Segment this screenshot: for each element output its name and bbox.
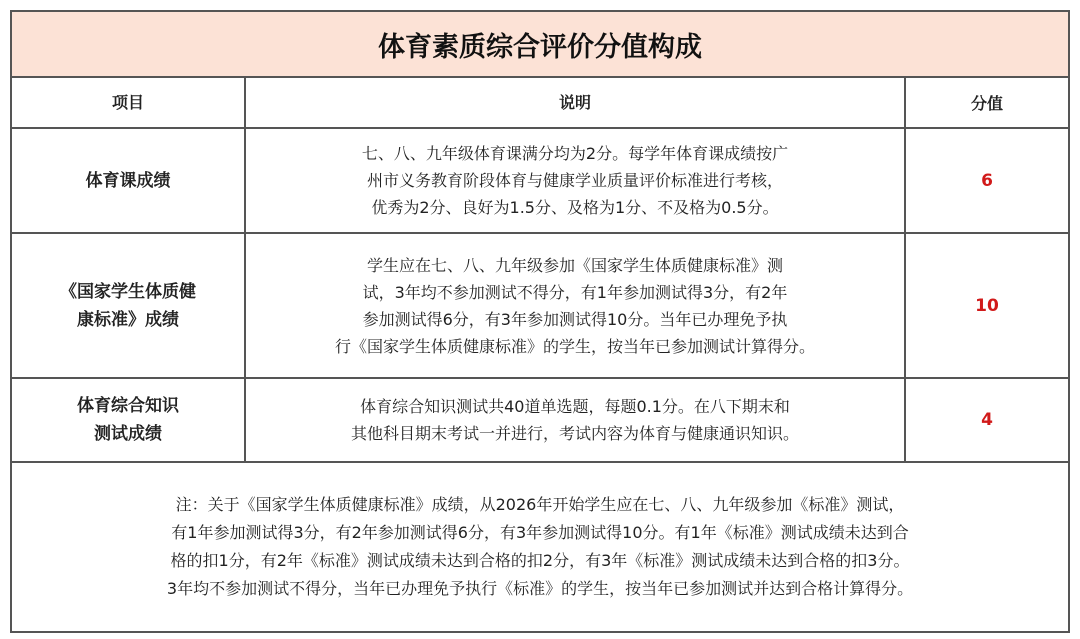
description-cell [246, 129, 906, 232]
desc-line: 其他科目期末考试一并进行，考试内容为体育与健康通识知识。 [350, 424, 799, 443]
item-cell [12, 234, 246, 377]
score-table [10, 10, 1070, 633]
desc-line: 试，3年均不参加测试不得分，有1年参加测试得3分，有2年 [362, 282, 788, 302]
header-item: 项目 [12, 78, 246, 127]
note-line: 格的扣1分，有2年《标准》测试成绩未达到合格的扣2分，有3年《标准》测试成绩未达到合格的扣3分。 [170, 551, 910, 570]
item-line: 《国家学生体质健 [60, 281, 196, 302]
item-cell [12, 379, 246, 461]
description-cell [246, 379, 906, 461]
header-score: 分值 [970, 94, 1003, 113]
note-line: 注：关于《国家学生体质健康标准》成绩，从2026年开始学生应在七、八、九年级参加《标准》测试， [175, 495, 905, 514]
note [12, 463, 1068, 631]
table-title: 体育素质综合评价分值构成 [12, 12, 1068, 78]
header-description: 说明 [246, 78, 906, 127]
table-row [12, 129, 1068, 234]
item-line: 测试成绩 [94, 424, 162, 444]
table-row [12, 234, 1068, 379]
item-line: 体育综合知识 [77, 396, 179, 416]
description-cell [246, 234, 906, 377]
score-cell: 6 [981, 170, 993, 191]
desc-line: 七、八、九年级体育课满分均为2分。每学年体育课成绩按广 [361, 144, 789, 163]
score-cell: 4 [981, 410, 993, 430]
header-row [12, 78, 1068, 129]
desc-line: 学生应在七、八、九年级参加《国家学生体质健康标准》测 [366, 255, 783, 275]
item-line: 康标准》成绩 [77, 309, 179, 330]
desc-line: 优秀为2分、良好为1.5分、及格为1分、不及格为0.5分。 [371, 198, 779, 217]
desc-line: 行《国家学生体质健康标准》的学生，按当年已参加测试计算得分。 [334, 336, 815, 356]
desc-line: 州市义务教育阶段体育与健康学业质量评价标准进行考核， [366, 171, 783, 190]
note-line: 3年均不参加测试不得分，当年已办理免予执行《标准》的学生，按当年已参加测试并达到合格计算得分。 [166, 579, 914, 598]
item-cell: 体育课成绩 [12, 129, 246, 232]
desc-line: 体育综合知识测试共40道单选题，每题0.1分。在八下期末和 [360, 397, 790, 416]
desc-line: 参加测试得6分，有3年参加测试得10分。当年已办理免予执 [362, 309, 788, 329]
score-cell: 10 [975, 295, 999, 316]
note-line: 有1年参加测试得3分，有2年参加测试得6分，有3年参加测试得10分。有1年《标准》测试成绩未达到合 [171, 523, 909, 542]
table-row [12, 379, 1068, 463]
